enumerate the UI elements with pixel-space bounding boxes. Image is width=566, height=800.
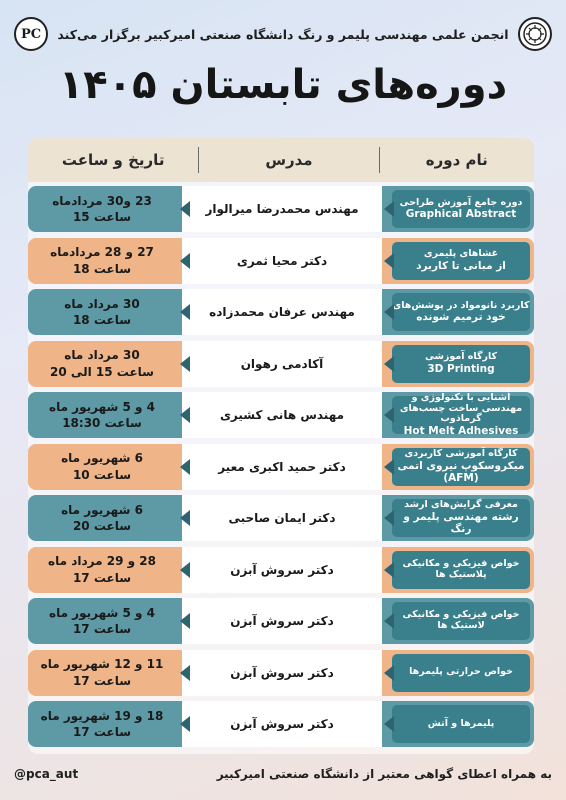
arrow-icon — [180, 459, 190, 475]
table-row — [28, 650, 534, 696]
arrow-icon — [180, 613, 190, 629]
instructor-name: مهندس عرفان محمدزاده — [182, 289, 382, 335]
association-logo: PC — [14, 17, 48, 51]
course-name — [392, 293, 530, 331]
time-text: ساعت 17 — [72, 725, 132, 739]
arrow-icon — [384, 562, 394, 578]
table-header — [28, 138, 534, 182]
course-name-line2: میکروسکوپ نیروی اتمی (AFM) — [397, 459, 525, 484]
arrow-icon — [180, 665, 190, 681]
course-date — [28, 495, 176, 541]
date-text: 4 و 5 شهریور ماه — [48, 399, 156, 414]
arrow-icon — [180, 716, 190, 732]
time-text: ساعت 17 — [72, 570, 132, 585]
organizer-line: انجمن علمی مهندسی پلیمر و رنگ دانشگاه صنعتی امیرکبیر برگزار می‌کند — [57, 26, 509, 42]
arrow-icon — [180, 407, 190, 423]
time-text: ساعت 10 — [72, 467, 132, 482]
table-row — [28, 341, 534, 387]
course-name — [392, 345, 530, 383]
table-row — [28, 701, 534, 747]
course-date — [28, 238, 176, 284]
course-name-line1: خواص فیزیکی و مکانیکی لاستیک ها — [402, 609, 520, 631]
course-name-line1: آشنایی با تکنولوژی و مهندسی ساخت چسب‌های گرماذوب — [399, 391, 523, 425]
course-date — [28, 650, 176, 696]
course-name — [392, 551, 530, 589]
course-name-line1: کارگاه آموزشی — [424, 351, 498, 362]
time-text: ساعت 18 — [72, 313, 132, 327]
instructor-name: دکتر ایمان صاحبی — [182, 495, 382, 541]
instructor-name: دکتر محیا ثمری — [182, 238, 382, 284]
course-name-line1: خواص حرارتی پلیمرها — [409, 666, 513, 678]
course-date — [28, 701, 176, 747]
time-text: ساعت 17 — [72, 673, 132, 688]
column-datetime: تاریخ و ساعت — [61, 151, 165, 169]
arrow-icon — [384, 304, 394, 320]
course-date — [28, 186, 176, 232]
course-name-line2: Graphical Abstract — [405, 208, 517, 221]
table-row — [28, 392, 534, 438]
time-text: ساعت 17 — [72, 622, 132, 636]
arrow-icon — [384, 201, 394, 217]
date-text: 18 و 19 شهریور ماه — [40, 708, 164, 723]
table-row — [28, 598, 534, 644]
arrow-icon — [180, 510, 190, 526]
date-text: 23 و30 مردادماه — [52, 193, 152, 208]
table-row — [28, 547, 534, 593]
course-date — [28, 444, 176, 490]
date-text: 6 شهریور ماه — [61, 451, 143, 466]
time-text: ساعت 18:30 — [62, 416, 142, 430]
arrow-icon — [384, 356, 394, 372]
arrow-icon — [384, 253, 394, 269]
course-name — [392, 602, 530, 640]
course-name-line1: کارگاه آموزشی کاربردی — [404, 447, 518, 459]
course-name-line2: Hot Melt Adhesives — [403, 425, 519, 438]
instructor-name: دکتر سروش آبزن — [182, 547, 382, 593]
social-handle: @pca_aut — [14, 767, 79, 781]
instructor-name: دکتر حمید اکبری معیر — [182, 444, 382, 490]
course-name — [392, 654, 530, 692]
course-name-line1: کاربرد نانومواد در پوشش‌های — [392, 299, 530, 311]
table-row — [28, 238, 534, 284]
course-name — [392, 705, 530, 743]
arrow-icon — [180, 562, 190, 578]
course-name — [392, 391, 530, 438]
arrow-icon — [384, 407, 394, 423]
time-text: ساعت 20 — [72, 519, 132, 533]
course-name-line2: رشته مهندسی پلیمر و رنگ — [403, 511, 519, 536]
course-name-line1: غشاهای پلیمری — [423, 248, 499, 259]
date-text: 4 و 5 شهریور ماه — [48, 605, 156, 620]
arrow-icon — [180, 201, 190, 217]
date-text: 28 و 29 مرداد ماه — [48, 554, 156, 569]
table-row — [28, 495, 534, 541]
header — [14, 14, 552, 54]
table-row — [28, 186, 534, 232]
course-date — [28, 547, 176, 593]
date-text: 30 مرداد ماه — [64, 348, 140, 363]
course-date — [28, 392, 176, 438]
course-name — [392, 190, 530, 228]
column-course: نام دوره — [425, 151, 488, 169]
course-date — [28, 598, 176, 644]
date-text: 11 و 12 شهریور ماه — [40, 657, 164, 672]
course-name-line2: از مبانی تا کاربرد — [416, 259, 506, 272]
arrow-icon — [180, 356, 190, 372]
course-name — [392, 448, 530, 486]
instructor-name: دکتر سروش آبزن — [182, 650, 382, 696]
course-name-line1: معرفی گرایش‌های ارشد — [404, 499, 518, 511]
arrow-icon — [384, 665, 394, 681]
date-text: 30 مرداد ماه — [64, 296, 140, 311]
course-name-line1: پلیمرها و آتش — [427, 717, 495, 729]
course-name-line2: 3D Printing — [427, 362, 495, 375]
arrow-icon — [384, 510, 394, 526]
date-text: 6 شهریور ماه — [61, 502, 143, 517]
course-date — [28, 289, 176, 335]
course-name — [392, 242, 530, 280]
column-instructor: مدرس — [265, 151, 313, 169]
footer — [14, 762, 552, 786]
column-divider — [379, 147, 380, 173]
university-seal-icon — [518, 17, 552, 51]
table-row — [28, 444, 534, 490]
arrow-icon — [180, 304, 190, 320]
course-date — [28, 341, 176, 387]
arrow-icon — [384, 613, 394, 629]
course-name-line1: دوره جامع آموزش طراحی — [399, 196, 523, 208]
course-name — [392, 499, 530, 537]
instructor-name: دکتر سروش آبزن — [182, 701, 382, 747]
certificate-note: به همراه اعطای گواهی معتبر از دانشگاه صنعتی امیرکبیر — [216, 767, 552, 781]
course-name-line2: خود ترمیم شونده — [416, 311, 506, 324]
instructor-name: دکتر سروش آبزن — [182, 598, 382, 644]
time-text: ساعت 15 الی 20 — [50, 364, 154, 379]
time-text: ساعت 15 — [72, 210, 132, 224]
page-title: دوره‌های تابستان ۱۴۰۵ — [58, 62, 508, 108]
time-text: ساعت 18 — [72, 261, 132, 276]
arrow-icon — [384, 716, 394, 732]
instructor-name: مهندس محمدرضا میرالوار — [182, 186, 382, 232]
course-name-line1: خواص فیزیکی و مکانیکی پلاستیک ها — [402, 557, 520, 580]
date-text: 27 و 28 مردادماه — [50, 245, 154, 260]
arrow-icon — [384, 459, 394, 475]
column-divider — [198, 147, 199, 173]
instructor-name: آکادمی رهوان — [182, 341, 382, 387]
arrow-icon — [180, 253, 190, 269]
table-row — [28, 289, 534, 335]
schedule-rows — [28, 186, 534, 753]
instructor-name: مهندس هانی کشیری — [182, 392, 382, 438]
